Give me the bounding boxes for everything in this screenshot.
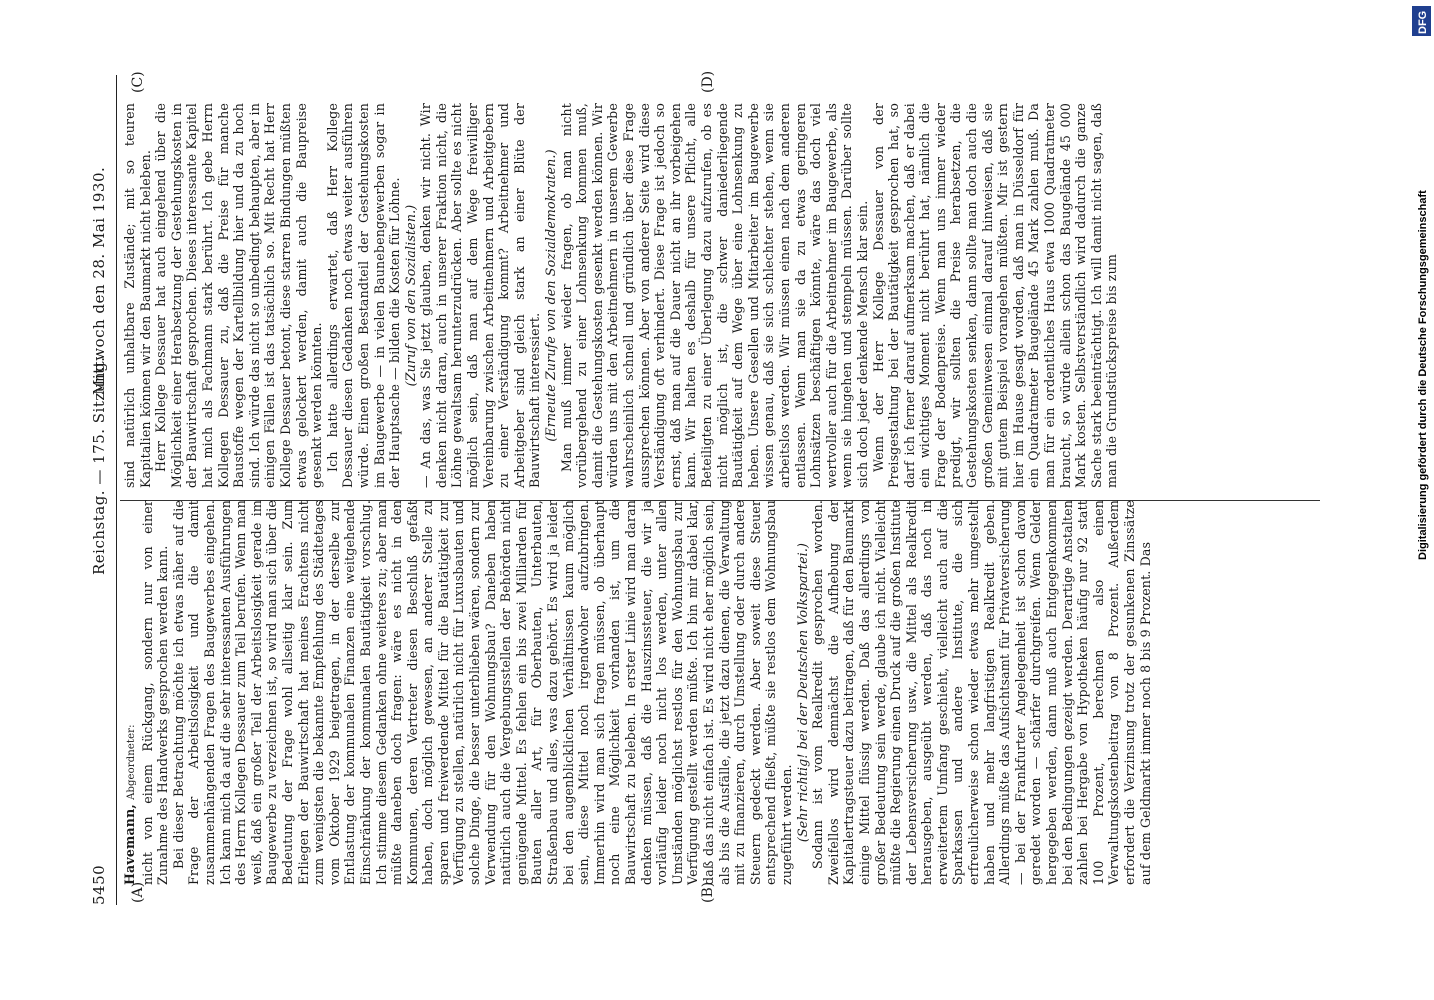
- speaker-name: Havemann,: [122, 804, 137, 885]
- margin-mark-d: (D): [700, 70, 716, 93]
- margin-mark-c: (C): [130, 71, 146, 93]
- header-left-title: Reichstag. — 175. Sitzung.: [90, 356, 108, 575]
- paragraph: Herr Kollege Dessauer hat auch eingehend über die Möglichkeit einer Herabsetzung der Gestehungskosten in der Bauwirtschaft gesprochen. Dieses interessante Kapitel hat mich als Fachmann stark berührt. Ich gebe Herrn Kollegen Dessauer zu, daß die Preise für manche Baustoffe wegen der Kartellbildung hier und da zu hoch sind. Ich würde das nicht so unbedingt behaupten, aber in einigen Fällen ist das tatsächlich so. Mit Recht hat Herr Kollege Dessauer betont, diese starren Bindungen müßten etwas gelockert werden, damit auch die Baupreise gesenkt werden könnten.: [153, 103, 325, 488]
- dfg-side-note: [1410, 0, 1434, 1000]
- margin-mark-b: (B): [700, 881, 716, 903]
- right-column: [122, 103, 1120, 488]
- paragraph: Man muß immer wieder fragen, ob man nicht vorübergehend zu einer Lohnsenkung kommen muß, damit die Gestehungskosten gesenkt werden können. Wir würden uns mit den Arbeitnehmern in unserem Gewerbe wahrscheinlich schnell und gründlich über diese Frage aussprechen können. Aber von anderer Seite wird diese Verständigung oft verhindert. Diese Frage ist jedoch so ernst, daß man auf die Dauer nicht an ihr vorbeigehen kann. Wir halten es deshalb für unsere Pflicht, alle Beteiligten zu einer Überlegung dazu aufzurufen, ob es nicht möglich ist, die schwer daniederliegende Bautätigkeit auf dem Wege über eine Lohnsenkung zu heben. Unsere Gesellen und Mitarbeiter im Baugewerbe wissen genau, daß sie sich schlechter stehen, wenn sie arbeitslos werden. Wir müssen einen nach dem anderen entlassen. Wenn man sie da zu etwas geringeren Lohnsätzen beschäftigen könnte, wäre das doch viel wertvoller auch für die Arbeitnehmer im Baugewerbe, als wenn sie hingehen und stempeln müssen. Darüber sollte sich doch jeder denkende Mensch klar sein.: [558, 103, 870, 488]
- paragraph: nicht von einem Rückgang, sondern nur von einer Zunahme des Handwerks gesprochen werden kann.: [139, 500, 171, 885]
- interjection: (Sehr richtig! bei der Deutschen Volkspartei.): [794, 542, 810, 843]
- margin-mark-a: (A): [130, 881, 146, 903]
- page-header: [90, 75, 114, 905]
- header-rule: [116, 75, 117, 905]
- interjection: (Erneute Zurufe von den Sozialdemokraten.): [543, 149, 559, 442]
- paragraph: Bei dieser Betrachtung möchte ich etwas näher auf die Frage der Arbeitslosigkeit und die damit zusammenhängenden Fragen des Baugewerbes eingehen. Ich kann mich da auf die sehr interessanten Ausführungen des Herrn Kollegen Dessauer zum Teil berufen. Wenn man weiß, daß ein großer Teil der Arbeitslosigkeit gerade im Baugewerbe zu verzeichnen ist, so wird man sich über die Bedeutung der Frage wohl allseitig klar sein. Zum Erliegen der Bauwirtschaft hat meines Erachtens nicht zum wenigsten die bekannte Empfehlung des Städtetages vom Oktober 1929 beigetragen, in der derselbe zur Entlastung der kommunalen Finanzen eine weitgehende Einschränkung der kommunalen Bautätigkeit vorschlug. Ich stimme diesem Gedanken ohne weiteres zu; aber man müßte daneben doch fragen: wäre es nicht in den Kommunen, deren Vertreter diesen Beschluß gefaßt haben, doch möglich gewesen, an anderer Stelle zu sparen und freiwerdende Mittel für die Bautätigkeit zur Verfügung zu stellen, natürlich nicht für Luxusbauten und solche Dinge, die besser unterblieben wären, sondern zur Verwendung für den Wohnungsbau? Daneben haben natürlich auch die Vergebungsstellen der Behörden nicht genügende Mittel. Es fehlen ein bis zwei Milliarden für Bauten aller Art, für Oberbauten, Unterbauten, Straßenbau und alles, was dazu gehört. Es wird ja leider bei den augenblicklichen Verhältnissen kaum möglich sein, diese Mittel noch irgendwoher aufzubringen. Immerhin wird man sich fragen müssen, ob überhaupt noch eine Möglichkeit vorhanden ist, um die Bauwirtschaft zu beleben. In erster Linie wird man daran denken müssen, daß die Hauszinssteuer, die wir ja vorläufig leider noch nicht los werden, unter allen Umständen möglichst restlos für den Wohnungsbau zur Verfügung gestellt werden müßte. Ich bin mir dabei klar, daß das nicht einfach ist. Es wird nicht eher möglich sein, als bis die Ausfälle, die jetzt dazu dienen, die Verwaltung mit zu finanzieren, durch Umstellung oder durch andere Steuern gedeckt werden. Aber soweit diese Steuer entsprechend fließt, müßte sie restlos dem Wohnungsbau zugeführt werden.: [170, 500, 794, 885]
- page-number: 5450: [90, 864, 108, 905]
- paragraph: Ich hatte allerdings erwartet, daß Herr Kollege Dessauer diesen Gedanken noch etwas weiter ausführen würde. Einen großen Bestandteil der Gestehungskosten im Baugewerbe — in vielen Baunebengewerben sogar in der Hauptsache — bilden die Kosten für Löhne.: [324, 103, 403, 488]
- paragraph: — An das, was Sie jetzt glauben, denken wir nicht. Wir denken nicht daran, auch in unserer Fraktion nicht, die Löhne gewaltsam herunterzudrücken. Aber sollte es nicht möglich sein, daß man auf dem Wege freiwilliger Vereinbarung zwischen Arbeitnehmern und Arbeitgebern zu einer Verständigung kommt? Arbeitnehmer und Arbeitgeber sind gleich stark an einer Blüte der Bauwirtschaft interessiert.: [418, 103, 543, 488]
- paragraph: Wenn der Herr Kollege Dessauer von der Preisgestaltung bei der Bautätigkeit gesprochen hat, so darf ich ferner darauf aufmerksam machen, daß er dabei ein wichtiges Moment nicht berührt hat, nämlich die Frage der Bodenpreise. Wenn man uns immer wieder predigt, wir sollten die Preise herabsetzen, die Gestehungskosten senken, dann sollte man doch auch die großen Gemeinwesen einmal darauf hinweisen, daß sie mit gutem Beispiel vorangehen müßten. Mir ist gestern hier im Hause gesagt worden, daß man in Düsseldorf für ein Quadratmeter Baugelände 45 Mark zahlen muß. Da man für ein ordentliches Haus etwa 1000 Quadratmeter braucht, so würde allein schon das Baugelände 45 000 Mark kosten. Selbstverständlich wird dadurch die ganze Sache stark beeinträchtigt. Ich will damit nicht sagen, daß man die Grundstückspreise bis zum: [870, 103, 1120, 488]
- header-right-title: Mittwoch den 28. Mai 1930.: [90, 166, 108, 395]
- speaker-line: [122, 500, 140, 885]
- interjection: (Zuruf von den Sozialisten.): [402, 204, 418, 387]
- dfg-funding-note: Digitalisierung gefördert durch die Deutsche Forschungsgemeinschaft: [1417, 190, 1429, 560]
- paragraph: Sodann ist vom Realkredit gesprochen worden. Zweifellos wird demnächst die Aufhebung der Kapitalertragsteuer dazu beitragen, daß für den Baumarkt einige Mittel flüssig werden. Daß das allerdings von großer Bedeutung sein werde, glaube ich nicht. Vielleicht müßte die Regierung einen Druck auf die großen Institute der Lebensversicherung usw., die Mittel als Realkredit herausgeben, ausgeübt werden, daß das noch in erweitertem Umfang geschieht, vielleicht auch auf die Sparkassen und andere Institute, die sich erfreulicherweise schon wieder etwas mehr umgestellt haben und mehr langfristigen Realkredit geben. Allerdings müßte das Aufsichtsamt für Privatversicherung — bei der Frankfurter Angelegenheit ist schon davon geredet worden — schärfer durchgreifen. Wenn Gelder hergegeben werden, dann muß auch Entgegenkommen bei den Bedingungen gezeigt werden. Derartige Anstalten zahlen bei Hergabe von Hypotheken häufig nur 92 statt 100 Prozent, berechnen also einen Verwaltungskostenbeitrag von 8 Prozent. Außerdem erfordert die Verzinsung trotz der gesunkenen Zinssätze auf dem Geldmarkt immer noch 8 bis 9 Prozent. Das: [810, 500, 1153, 885]
- dfg-logo-text: DFG: [1417, 10, 1429, 34]
- left-column: [122, 500, 1153, 885]
- speaker-role: Abgeordneter:: [126, 724, 137, 800]
- paragraph: sind natürlich unhaltbare Zustände; mit so teuren Kapitalien können wir den Baumarkt nicht beleben.: [122, 103, 153, 488]
